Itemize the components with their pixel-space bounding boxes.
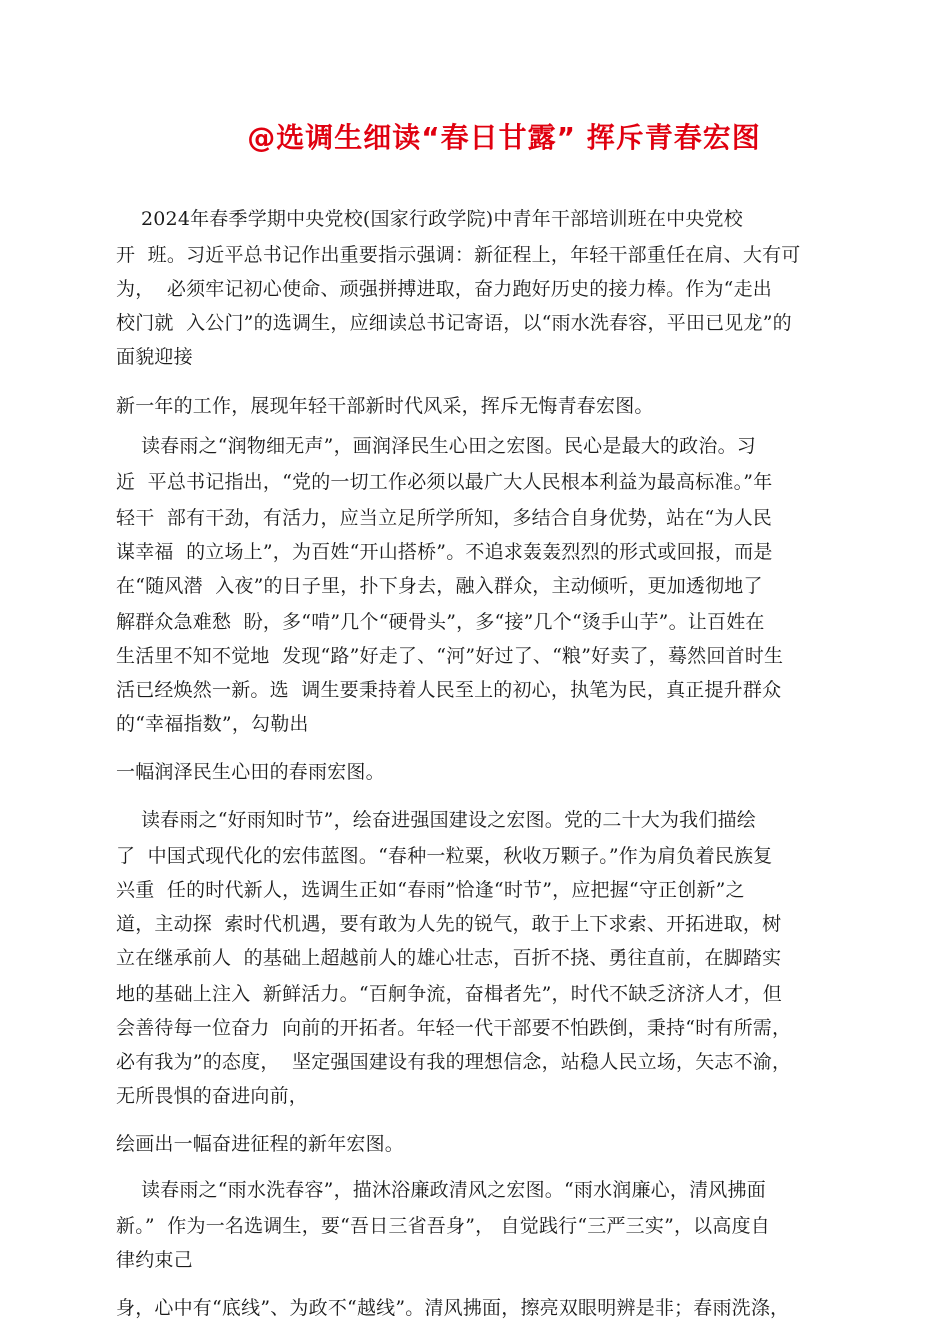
body-line: 道，主动探 索时代机遇，要有敢为人先的锐气，敢于上下求索、开拓进取，树 <box>116 913 782 935</box>
body-line: 开 班。习近平总书记作出重要指示强调：新征程上，年轻干部重任在肩、大有可 <box>116 244 801 266</box>
body-line: 新一年的工作，展现年轻干部新时代风采，挥斥无悔青春宏图。 <box>116 395 654 417</box>
body-line: 读春雨之“好雨知时节”，绘奋进强国建设之宏图。党的二十大为我们描绘 <box>116 809 756 831</box>
body-line: 新。” 作为一名选调生，要“吾日三省吾身”， 自觉践行“三严三实”，以高度自 <box>116 1215 770 1237</box>
body-line: 在“随风潜 入夜”的日子里，扑下身去，融入群众，主动倾听，更加透彻地了 <box>116 575 763 597</box>
body-line: 律约束己 <box>116 1249 193 1271</box>
body-line: 为， 必须牢记初心使命、顽强拼搏进取，奋力跑好历史的接力棒。作为“走出 <box>116 278 772 300</box>
body-line: 活已经焕然一新。选 调生要秉持着人民至上的初心，执笔为民，真正提升群众 <box>116 679 782 701</box>
body-line: 轻干 部有干劲，有活力，应当立足所学所知，多结合自身优势，站在“为人民 <box>116 507 772 529</box>
body-line: 立在继承前人 的基础上超越前人的雄心壮志，百折不挠、勇往直前，在脚踏实 <box>116 947 782 969</box>
document-title: @选调生细读“春日甘露” 挥斥青春宏图 <box>247 121 761 154</box>
body-line: 解群众急难愁 盼，多“啃”几个“硬骨头”，多“接”几个“烫手山芋”。让百姓在 <box>116 611 765 633</box>
body-line: 读春雨之“雨水洗春容”，描沐浴廉政清风之宏图。“雨水润廉心，清风拂面 <box>116 1179 766 1201</box>
body-line: 身，心中有“底线”、为政不“越线”。清风拂面，擦亮双眼明辨是非；春雨洗涤， <box>116 1297 790 1319</box>
body-line: 的“幸福指数”，勾勒出 <box>116 713 309 735</box>
body-line: 必有我为”的态度， 坚定强国建设有我的理想信念，站稳人民立场，矢志不渝， <box>116 1051 792 1073</box>
body-line: 地的基础上注入 新鲜活力。“百舸争流，奋楫者先”，时代不缺乏济济人才，但 <box>116 983 782 1005</box>
body-line: 校门就 入公门”的选调生，应细读总书记寄语，以“雨水洗春容，平田已见龙”的 <box>116 312 792 334</box>
body-line: 无所畏惧的奋进向前， <box>116 1085 309 1107</box>
body-line: 2024年春季学期中央党校(国家行政学院)中青年干部培训班在中央党校 <box>116 208 743 230</box>
body-line: 面貌迎接 <box>116 346 193 368</box>
body-line: 谋幸福 的立场上”，为百姓“开山搭桥”。不追求轰轰烈烈的形式或回报，而是 <box>116 541 773 563</box>
body-line: 近 平总书记指出，“党的一切工作必须以最广大人民根本利益为最高标准。”年 <box>116 471 773 493</box>
body-line: 绘画出一幅奋进征程的新年宏图。 <box>116 1133 405 1155</box>
body-line: 会善待每一位奋力 向前的开拓者。年轻一代干部要不怕跌倒，秉持“时有所需， <box>116 1017 792 1039</box>
body-line: 读春雨之“润物细无声”，画润泽民生心田之宏图。民心是最大的政治。习 <box>116 435 756 457</box>
body-line: 生活里不知不觉地 发现“路”好走了、“河”好过了、“粮”好卖了，蓦然回首时生 <box>116 645 784 667</box>
body-line: 了 中国式现代化的宏伟蓝图。“春种一粒粟，秋收万颗子。”作为肩负着民族复 <box>116 845 773 867</box>
body-line: 一幅润泽民生心田的春雨宏图。 <box>116 761 385 783</box>
body-line: 兴重 任的时代新人，选调生正如“春雨”恰逢“时节”，应把握“守正创新”之 <box>116 879 745 901</box>
